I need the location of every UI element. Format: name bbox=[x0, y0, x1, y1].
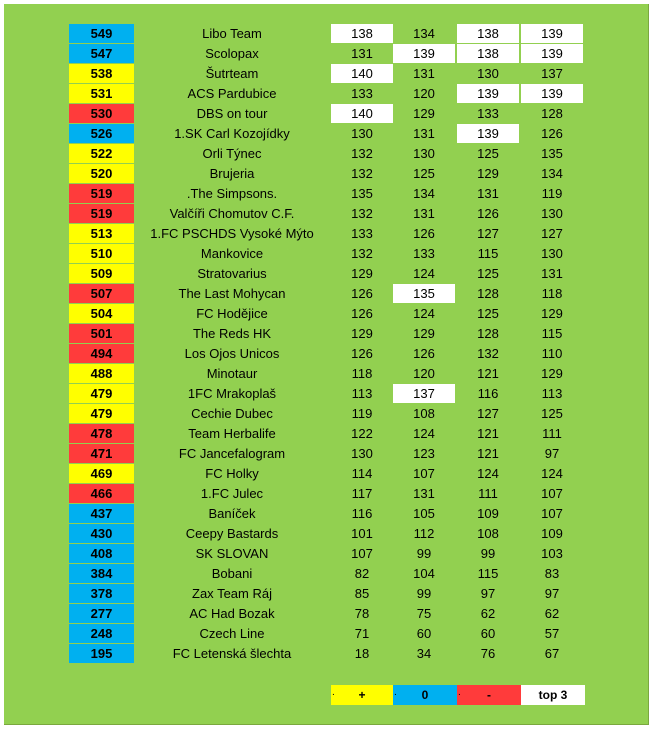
round-score-cell: 129 bbox=[413, 106, 435, 121]
team-name-cell: FC Hodějice bbox=[196, 306, 268, 321]
team-name-cell: Team Herbalife bbox=[188, 426, 276, 441]
team-name-cell: FC Holky bbox=[205, 466, 259, 481]
round-score-cell: 57 bbox=[544, 626, 560, 641]
total-points-cell: 530 bbox=[69, 104, 134, 123]
legend-item bbox=[393, 685, 457, 705]
round-score-cell: 131 bbox=[413, 126, 435, 141]
total-points-cell: 430 bbox=[69, 524, 134, 543]
round-score-cell: 125 bbox=[541, 406, 563, 421]
round-score-cell: 62 bbox=[544, 606, 560, 621]
team-name-cell: Valčíři Chomutov C.F. bbox=[169, 206, 295, 221]
round-score-cell: 110 bbox=[541, 346, 563, 361]
team-name-cell: DBS on tour bbox=[196, 106, 268, 121]
round-score-cell: 103 bbox=[541, 546, 563, 561]
round-score-cell: 125 bbox=[477, 146, 499, 161]
round-score-cell: 139 bbox=[521, 84, 583, 103]
team-name-cell: Orli Týnec bbox=[202, 146, 262, 161]
team-name-cell: Los Ojos Unicos bbox=[184, 346, 280, 361]
round-score-cell: 119 bbox=[541, 186, 563, 201]
total-points-cell: 408 bbox=[69, 544, 134, 563]
round-score-cell: 113 bbox=[351, 386, 373, 401]
team-name-cell: FC Jancefalogram bbox=[178, 446, 286, 461]
team-name-cell: Libo Team bbox=[202, 26, 262, 41]
team-name-cell: Czech Line bbox=[199, 626, 265, 641]
round-score-cell: 126 bbox=[541, 126, 563, 141]
round-score-cell: 128 bbox=[477, 326, 499, 341]
round-score-cell: 99 bbox=[416, 586, 432, 601]
round-score-cell: 126 bbox=[477, 206, 499, 221]
round-score-cell: 124 bbox=[477, 466, 499, 481]
round-score-cell: 115 bbox=[541, 326, 563, 341]
round-score-cell: 60 bbox=[480, 626, 496, 641]
team-name-cell: Scolopax bbox=[205, 46, 259, 61]
team-name-cell: AC Had Bozak bbox=[189, 606, 275, 621]
total-points-cell: 504 bbox=[69, 304, 134, 323]
total-points-cell: 466 bbox=[69, 484, 134, 503]
round-score-cell: 135 bbox=[393, 284, 455, 303]
round-score-cell: 107 bbox=[413, 466, 435, 481]
round-score-cell: 115 bbox=[477, 566, 499, 581]
team-name-cell: Bobani bbox=[211, 566, 253, 581]
team-name-cell: SK SLOVAN bbox=[195, 546, 269, 561]
round-score-cell: 62 bbox=[480, 606, 496, 621]
round-score-cell: 133 bbox=[477, 106, 499, 121]
round-score-cell: 85 bbox=[354, 586, 370, 601]
total-points-cell: 538 bbox=[69, 64, 134, 83]
round-score-cell: 140 bbox=[331, 64, 393, 83]
round-score-cell: 137 bbox=[393, 384, 455, 403]
round-score-cell: 129 bbox=[541, 366, 563, 381]
legend-label: - bbox=[487, 688, 491, 702]
round-score-cell: 121 bbox=[477, 426, 499, 441]
total-points-cell: 378 bbox=[69, 584, 134, 603]
team-name-cell: Šutrteam bbox=[205, 66, 259, 81]
round-score-cell: 115 bbox=[477, 246, 499, 261]
total-points-cell: 513 bbox=[69, 224, 134, 243]
total-points-cell: 479 bbox=[69, 384, 134, 403]
round-score-cell: 124 bbox=[413, 266, 435, 281]
team-name-cell: Brujeria bbox=[209, 166, 255, 181]
total-points-cell: 384 bbox=[69, 564, 134, 583]
round-score-cell: 139 bbox=[521, 44, 583, 63]
round-score-cell: 60 bbox=[416, 626, 432, 641]
legend-label: + bbox=[358, 688, 366, 702]
team-name-cell: Mankovice bbox=[200, 246, 264, 261]
round-score-cell: 126 bbox=[413, 226, 435, 241]
total-points-cell: 526 bbox=[69, 124, 134, 143]
round-score-cell: 111 bbox=[542, 426, 562, 441]
round-score-cell: 139 bbox=[457, 124, 519, 143]
round-score-cell: 135 bbox=[351, 186, 373, 201]
round-score-cell: 97 bbox=[544, 586, 560, 601]
team-name-cell: 1FC Mrakoplaš bbox=[187, 386, 277, 401]
total-points-cell: 549 bbox=[69, 24, 134, 43]
round-score-cell: 105 bbox=[413, 506, 435, 521]
round-score-cell: 130 bbox=[413, 146, 435, 161]
total-points-cell: 509 bbox=[69, 264, 134, 283]
legend-mark: . bbox=[332, 687, 335, 698]
round-score-cell: 129 bbox=[351, 266, 373, 281]
round-score-cell: 134 bbox=[413, 26, 435, 41]
team-name-cell: Cechie Dubec bbox=[191, 406, 273, 421]
legend-mark: . bbox=[458, 687, 461, 698]
round-score-cell: 78 bbox=[354, 606, 370, 621]
round-score-cell: 71 bbox=[354, 626, 370, 641]
total-points-cell: 488 bbox=[69, 364, 134, 383]
round-score-cell: 133 bbox=[413, 246, 435, 261]
round-score-cell: 129 bbox=[351, 326, 373, 341]
round-score-cell: 139 bbox=[393, 44, 455, 63]
round-score-cell: 113 bbox=[541, 386, 563, 401]
team-name-cell: FC Letenská šlechta bbox=[172, 646, 292, 661]
round-score-cell: 134 bbox=[541, 166, 563, 181]
round-score-cell: 108 bbox=[477, 526, 499, 541]
round-score-cell: 67 bbox=[544, 646, 560, 661]
round-score-cell: 133 bbox=[351, 226, 373, 241]
round-score-cell: 112 bbox=[413, 526, 435, 541]
legend-mark: . bbox=[394, 687, 397, 698]
round-score-cell: 130 bbox=[351, 126, 373, 141]
total-points-cell: 479 bbox=[69, 404, 134, 423]
round-score-cell: 137 bbox=[541, 66, 563, 81]
round-score-cell: 104 bbox=[413, 566, 435, 581]
round-score-cell: 97 bbox=[544, 446, 560, 461]
round-score-cell: 118 bbox=[351, 366, 373, 381]
legend-item bbox=[331, 685, 393, 705]
round-score-cell: 132 bbox=[351, 246, 373, 261]
round-score-cell: 132 bbox=[477, 346, 499, 361]
round-score-cell: 138 bbox=[331, 24, 393, 43]
team-name-cell: Ceepy Bastards bbox=[185, 526, 279, 541]
round-score-cell: 82 bbox=[354, 566, 370, 581]
round-score-cell: 124 bbox=[413, 426, 435, 441]
total-points-cell: 195 bbox=[69, 644, 134, 663]
round-score-cell: 126 bbox=[351, 286, 373, 301]
round-score-cell: 138 bbox=[457, 24, 519, 43]
total-points-cell: 471 bbox=[69, 444, 134, 463]
round-score-cell: 131 bbox=[413, 66, 435, 81]
total-points-cell: 478 bbox=[69, 424, 134, 443]
round-score-cell: 120 bbox=[413, 366, 435, 381]
round-score-cell: 97 bbox=[480, 586, 496, 601]
round-score-cell: 127 bbox=[477, 226, 499, 241]
total-points-cell: 469 bbox=[69, 464, 134, 483]
total-points-cell: 531 bbox=[69, 84, 134, 103]
round-score-cell: 131 bbox=[477, 186, 499, 201]
round-score-cell: 126 bbox=[413, 346, 435, 361]
round-score-cell: 139 bbox=[521, 24, 583, 43]
round-score-cell: 75 bbox=[416, 606, 432, 621]
round-score-cell: 83 bbox=[544, 566, 560, 581]
total-points-cell: 519 bbox=[69, 184, 134, 203]
team-name-cell: 1.SK Carl Kozojídky bbox=[174, 126, 290, 141]
round-score-cell: 128 bbox=[541, 106, 563, 121]
round-score-cell: 140 bbox=[331, 104, 393, 123]
round-score-cell: 116 bbox=[351, 506, 373, 521]
team-name-cell: Baníček bbox=[208, 506, 256, 521]
round-score-cell: 133 bbox=[351, 86, 373, 101]
total-points-cell: 519 bbox=[69, 204, 134, 223]
round-score-cell: 107 bbox=[351, 546, 373, 561]
total-points-cell: 277 bbox=[69, 604, 134, 623]
team-name-cell: .The Simpsons. bbox=[186, 186, 278, 201]
round-score-cell: 122 bbox=[351, 426, 373, 441]
round-score-cell: 121 bbox=[477, 366, 499, 381]
round-score-cell: 116 bbox=[477, 386, 499, 401]
round-score-cell: 18 bbox=[354, 646, 370, 661]
round-score-cell: 109 bbox=[477, 506, 499, 521]
team-name-cell: 1.FC Julec bbox=[200, 486, 264, 501]
legend-label: top 3 bbox=[538, 688, 568, 702]
round-score-cell: 139 bbox=[457, 84, 519, 103]
round-score-cell: 132 bbox=[351, 206, 373, 221]
round-score-cell: 123 bbox=[413, 446, 435, 461]
round-score-cell: 134 bbox=[413, 186, 435, 201]
round-score-cell: 99 bbox=[416, 546, 432, 561]
round-score-cell: 117 bbox=[351, 486, 373, 501]
round-score-cell: 34 bbox=[416, 646, 432, 661]
round-score-cell: 114 bbox=[351, 466, 373, 481]
round-score-cell: 132 bbox=[351, 166, 373, 181]
round-score-cell: 124 bbox=[541, 466, 563, 481]
round-score-cell: 128 bbox=[477, 286, 499, 301]
round-score-cell: 127 bbox=[541, 226, 563, 241]
round-score-cell: 125 bbox=[413, 166, 435, 181]
total-points-cell: 520 bbox=[69, 164, 134, 183]
round-score-cell: 130 bbox=[477, 66, 499, 81]
legend-item bbox=[457, 685, 521, 705]
team-name-cell: Minotaur bbox=[206, 366, 258, 381]
team-name-cell: 1.FC PSCHDS Vysoké Mýto bbox=[150, 226, 314, 241]
round-score-cell: 131 bbox=[351, 46, 373, 61]
total-points-cell: 494 bbox=[69, 344, 134, 363]
round-score-cell: 121 bbox=[477, 446, 499, 461]
team-name-cell: Stratovarius bbox=[197, 266, 267, 281]
total-points-cell: 522 bbox=[69, 144, 134, 163]
round-score-cell: 125 bbox=[477, 266, 499, 281]
round-score-cell: 129 bbox=[413, 326, 435, 341]
standings-board bbox=[4, 4, 649, 725]
round-score-cell: 132 bbox=[351, 146, 373, 161]
round-score-cell: 131 bbox=[413, 206, 435, 221]
round-score-cell: 111 bbox=[478, 486, 498, 501]
round-score-cell: 108 bbox=[413, 406, 435, 421]
round-score-cell: 120 bbox=[413, 86, 435, 101]
round-score-cell: 131 bbox=[413, 486, 435, 501]
round-score-cell: 119 bbox=[351, 406, 373, 421]
round-score-cell: 135 bbox=[541, 146, 563, 161]
round-score-cell: 107 bbox=[541, 486, 563, 501]
round-score-cell: 101 bbox=[351, 526, 373, 541]
round-score-cell: 130 bbox=[541, 246, 563, 261]
legend-label: 0 bbox=[421, 688, 429, 702]
team-name-cell: ACS Pardubice bbox=[187, 86, 277, 101]
total-points-cell: 437 bbox=[69, 504, 134, 523]
total-points-cell: 248 bbox=[69, 624, 134, 643]
team-name-cell: Zax Team Ráj bbox=[192, 586, 272, 601]
legend-item bbox=[521, 685, 585, 705]
round-score-cell: 76 bbox=[480, 646, 496, 661]
total-points-cell: 507 bbox=[69, 284, 134, 303]
round-score-cell: 125 bbox=[477, 306, 499, 321]
total-points-cell: 510 bbox=[69, 244, 134, 263]
round-score-cell: 131 bbox=[541, 266, 563, 281]
round-score-cell: 130 bbox=[351, 446, 373, 461]
round-score-cell: 99 bbox=[480, 546, 496, 561]
round-score-cell: 138 bbox=[457, 44, 519, 63]
round-score-cell: 126 bbox=[351, 306, 373, 321]
team-name-cell: The Last Mohycan bbox=[178, 286, 286, 301]
round-score-cell: 109 bbox=[541, 526, 563, 541]
round-score-cell: 118 bbox=[541, 286, 563, 301]
round-score-cell: 127 bbox=[477, 406, 499, 421]
total-points-cell: 547 bbox=[69, 44, 134, 63]
team-name-cell: The Reds HK bbox=[192, 326, 272, 341]
round-score-cell: 126 bbox=[351, 346, 373, 361]
round-score-cell: 107 bbox=[541, 506, 563, 521]
round-score-cell: 129 bbox=[477, 166, 499, 181]
total-points-cell: 501 bbox=[69, 324, 134, 343]
round-score-cell: 130 bbox=[541, 206, 563, 221]
round-score-cell: 129 bbox=[541, 306, 563, 321]
round-score-cell: 124 bbox=[413, 306, 435, 321]
